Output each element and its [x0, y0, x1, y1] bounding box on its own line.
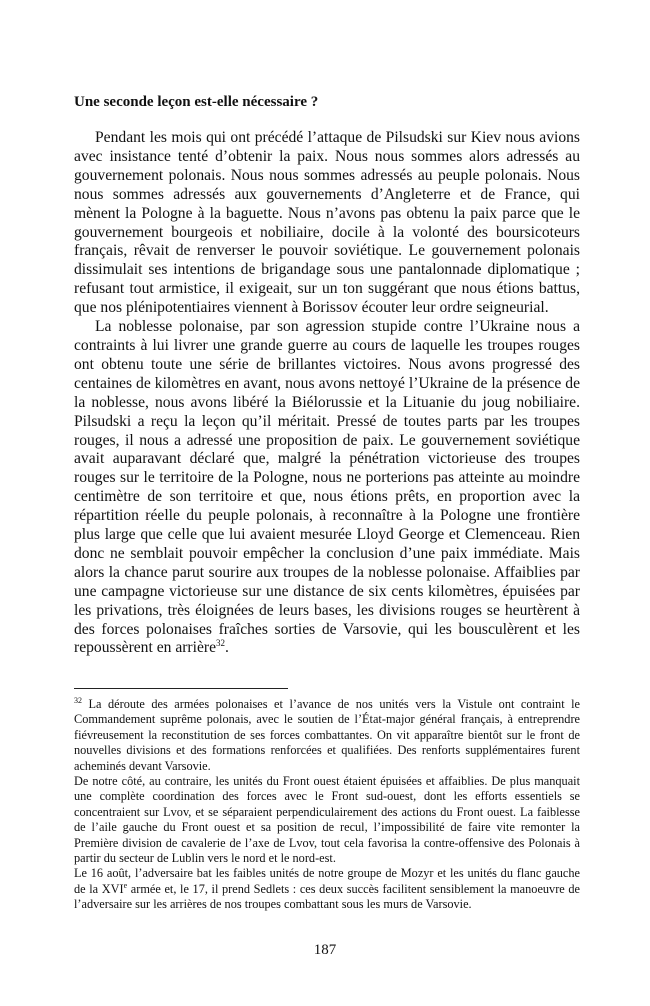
footnote-text: Le 16 août, l’adversaire bat les faibles unités de notre groupe de Mozyr et les unités du flanc gauche de la XVI — [74, 866, 580, 896]
footnote-paragraph: De notre côté, au contraire, les unités du Front ouest étaient épuisées et affaiblies. De plus manquait une complète coordination des forces avec le Front sud-ouest, dont les efforts essentiels se concentraient sur Lvov, et se séparaient perpendiculairement des actions du Front ouest. La faiblesse de l’aile gauche du Front ouest et sa position de recul, l’impossibilité de faire vite remonter la Première division de cavalerie de l’axe de Lvov, tout cela favorisa la contre-offensive des Polonais à partir du secteur de Lublin vers le nord et le nord-est. — [74, 774, 580, 866]
footnote-text: La déroute des armées polonaises et l’avance de nos unités vers la Vistule ont contraint le Commandement suprême polonais, avec le soutien de l’État-major général français, à entreprendre fiévreusement la reconstitution de ses forces combattantes. On vit apparaître bientôt sur le front de nouvelles divisions et des formations renforcées et qualifiées. Des renforts supplémentaires furent acheminés devant Varsovie. — [74, 697, 580, 773]
body-text — [74, 129, 580, 658]
footnote-separator — [74, 688, 288, 689]
paragraph-text: La noblesse polonaise, par son agression stupide contre l’Ukraine nous a contraints à lui livrer une grande guerre au cours de laquelle les troupes rouges ont obtenu toute une série de brillantes victoires. Nous avons progressé des centaines de kilomètres en avant, nous avons nettoyé l’Ukraine de la présence de la noblesse, nous avons libéré la Biélorussie et la Lituanie du joug nobiliaire. Pilsudski a reçu la leçon qu’il méritait. Pressé de toutes parts par les troupes rouges, il nous a adressé une proposition de paix. Le gouvernement soviétique avait auparavant déclaré que, malgré la pénétration victorieuse des troupes rouges sur le territoire de la Pologne, nous ne porterions pas atteinte au moindre centimètre de son territoire et que, nous étions prêts, en proportion avec la répartition réelle du peuple polonais, à reconnaître à la Pologne une frontière plus large que celle que lui avaient mesurée Lloyd George et Clemenceau. Rien donc ne semblait pouvoir empêcher la conclusion d’une paix immédiate. Mais alors la chance parut sourire aux troupes de la noblesse polonaise. Affaiblies par une campagne victorieuse sur une distance de six cents kilomètres, épuisées par les privations, très éloignées de leurs bases, les divisions rouges se heurtèrent à des forces polonaises fraîches sorties de Varsovie, qui les bousculèrent et les repoussèrent en arrière — [74, 318, 580, 657]
footnote-text: armée et, le 17, il prend Sedlets : ces deux succès facilitent sensiblement la manoeuvre de l’adversaire sur les arrières de nos troupes combattant sous les murs de Varsovie. — [74, 881, 580, 912]
paragraph: Pendant les mois qui ont précédé l’attaque de Pilsudski sur Kiev nous avions avec insistance tenté d’obtenir la paix. Nous nous sommes alors adressés au gouvernement polonais. Nous nous sommes adressés au peuple polonais. Nous nous sommes adressés aux gouvernements d’Angleterre et de France, qui mènent la Pologne à la baguette. Nous n’avons pas obtenu la paix parce que le gouvernement bourgeois et nobiliaire, docile à la volonté des boursicoteurs français, rêvait de renverser le pouvoir soviétique. Le gouvernement polonais dissimulait ses intentions de brigandage sous une pantalonnade diplomatique ; refusant tout armistice, il exigeait, sur un ton suggérant que nous étions battus, que nos plénipotentiaires viennent à Borissov écouter leur ordre seigneurial. — [74, 129, 580, 317]
superscript: e — [123, 880, 128, 890]
footnotes — [74, 697, 580, 913]
footnote-paragraph — [74, 697, 580, 774]
footnote-number: 32 — [74, 695, 82, 705]
page-number: 187 — [313, 942, 337, 958]
footnote-reference[interactable]: 32 — [216, 638, 225, 649]
footnote-paragraph — [74, 866, 580, 912]
paragraph: La noblesse polonaise, par son agression stupide contre l’Ukraine nous a contraints à lui livrer une grande guerre au cours de laquelle les troupes rouges ont obtenu toute une série de brillantes victoires. Nous avons progressé des centaines de kilomètres en avant, nous avons nettoyé l’Ukraine de la présence de la noblesse, nous avons libéré la Biélorussie et la Lituanie du joug nobiliaire. Pilsudski a reçu la leçon qu’il méritait. Pressé de toutes parts par les troupes rouges, il nous a adressé une proposition de paix. Le gouvernement soviétique avait auparavant déclaré que, malgré la pénétration victorieuse des troupes rouges sur le territoire de la Pologne, nous ne porterions pas atteinte au moindre centimètre de son territoire et que, nous étions prêts, en proportion avec la répartition réelle du peuple polonais, à reconnaître à la Pologne une frontière plus large que celle que lui avaient mesurée Lloyd George et Clemenceau. Rien donc ne semblait pouvoir empêcher la conclusion d’une paix immédiate. Mais alors la chance parut sourire aux troupes de la noblesse polonaise. Affaiblies par une campagne victorieuse sur une distance de six cents kilomètres, épuisées par les privations, très éloignées de leurs bases, les divisions rouges se heurtèrent à des forces polonaises fraîches sorties de Varsovie, qui les bousculèrent et les repoussèrent en arrière$^{32}$. — [74, 318, 580, 657]
section-heading: Une seconde leçon est-elle nécessaire ? — [74, 94, 319, 110]
